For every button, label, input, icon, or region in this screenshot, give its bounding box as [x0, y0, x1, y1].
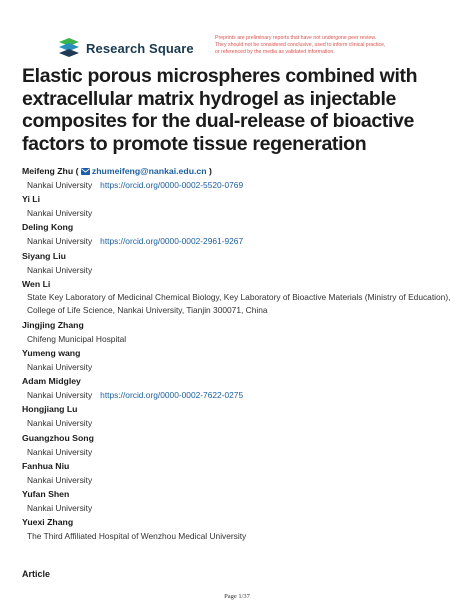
author-affiliation: Chifeng Municipal Hospital	[27, 333, 127, 344]
author-affiliation-row	[22, 388, 462, 402]
research-square-brand[interactable]	[57, 37, 194, 59]
author-name: Yuexi Zhang	[22, 517, 74, 528]
author-affiliation: Nankai University	[27, 362, 93, 373]
author-affiliation: Nankai University	[27, 446, 93, 457]
page-number: Page 1/37	[224, 593, 250, 600]
author-affiliation: Nankai University	[27, 208, 93, 219]
author-list	[22, 164, 462, 543]
email-close-paren: )	[206, 166, 212, 176]
author-affiliation: Nankai University	[27, 180, 93, 190]
author-entry	[22, 487, 462, 515]
author-email: zhumeifeng@nankai.edu.cn	[91, 166, 207, 176]
author-email-link[interactable]	[81, 166, 207, 176]
research-square-logo-icon	[57, 37, 81, 59]
author-entry	[22, 249, 462, 277]
email-open-paren: (	[73, 166, 81, 176]
envelope-icon	[81, 168, 90, 175]
author-name: Adam Midgley	[22, 376, 81, 387]
author-name-line	[22, 164, 462, 178]
author-name: Yi Li	[22, 194, 41, 205]
author-name: Guangzhou Song	[22, 432, 94, 443]
author-entry	[22, 515, 462, 543]
author-affiliation: Nankai University	[27, 264, 93, 275]
author-affiliation: Nankai University	[27, 390, 93, 401]
orcid-link[interactable]: https://orcid.org/0000-0002-7622-0275	[100, 390, 244, 401]
brand-name: Research Square	[86, 40, 194, 56]
author-name: Hongjiang Lu	[22, 404, 78, 415]
author-entry	[22, 346, 462, 374]
author-name: Yumeng wang	[22, 348, 81, 359]
author-entry	[22, 318, 462, 346]
disclaimer-line: or referenced by the media as validated information.	[215, 49, 335, 55]
orcid-link[interactable]: https://orcid.org/0000-0002-5520-0769	[100, 180, 244, 190]
paper-title: Elastic porous microspheres combined with extracellular matrix hydrogel as injectable composites for the dual-release of bioactive factors to promote tissue regeneration	[22, 65, 418, 155]
author-entry	[22, 192, 462, 220]
author-affiliation: State Key Laboratory of Medicinal Chemical Biology, Key Laboratory of Bioactive Materials (Ministry of Education), College of Life Science, Nankai University, Tianjin 300071, China	[27, 291, 451, 316]
author-name: Fanhua Niu	[22, 460, 70, 471]
author-entry	[22, 402, 462, 430]
author-entry	[22, 164, 462, 192]
article-type-label: Article	[22, 569, 51, 579]
author-affiliation-row	[22, 178, 462, 192]
author-entry	[22, 431, 462, 459]
author-affiliation: The Third Affiliated Hospital of Wenzhou Medical University	[27, 531, 247, 542]
author-affiliation-row	[22, 234, 462, 248]
author-affiliation: Nankai University	[27, 418, 93, 429]
disclaimer-line: Preprints are preliminary reports that have not undergone peer review.	[215, 35, 377, 41]
author-name: Yufan Shen	[22, 489, 70, 500]
author-name: Jingjing Zhang	[22, 319, 84, 330]
author-affiliation: Nankai University	[27, 236, 93, 247]
preprint-disclaimer	[215, 35, 445, 56]
author-affiliation: Nankai University	[27, 503, 93, 514]
author-affiliation: Nankai University	[27, 474, 93, 485]
author-name: Meifeng Zhu	[22, 166, 74, 176]
author-name: Wen Li	[22, 278, 51, 289]
author-entry	[22, 374, 462, 402]
author-name: Siyang Liu	[22, 250, 66, 261]
disclaimer-line: They should not be considered conclusive, used to inform clinical practice,	[215, 42, 386, 48]
author-entry	[22, 459, 462, 487]
author-name: Deling Kong	[22, 222, 74, 233]
author-entry	[22, 277, 462, 318]
author-entry	[22, 220, 462, 248]
orcid-link[interactable]: https://orcid.org/0000-0002-2961-9267	[100, 236, 244, 247]
